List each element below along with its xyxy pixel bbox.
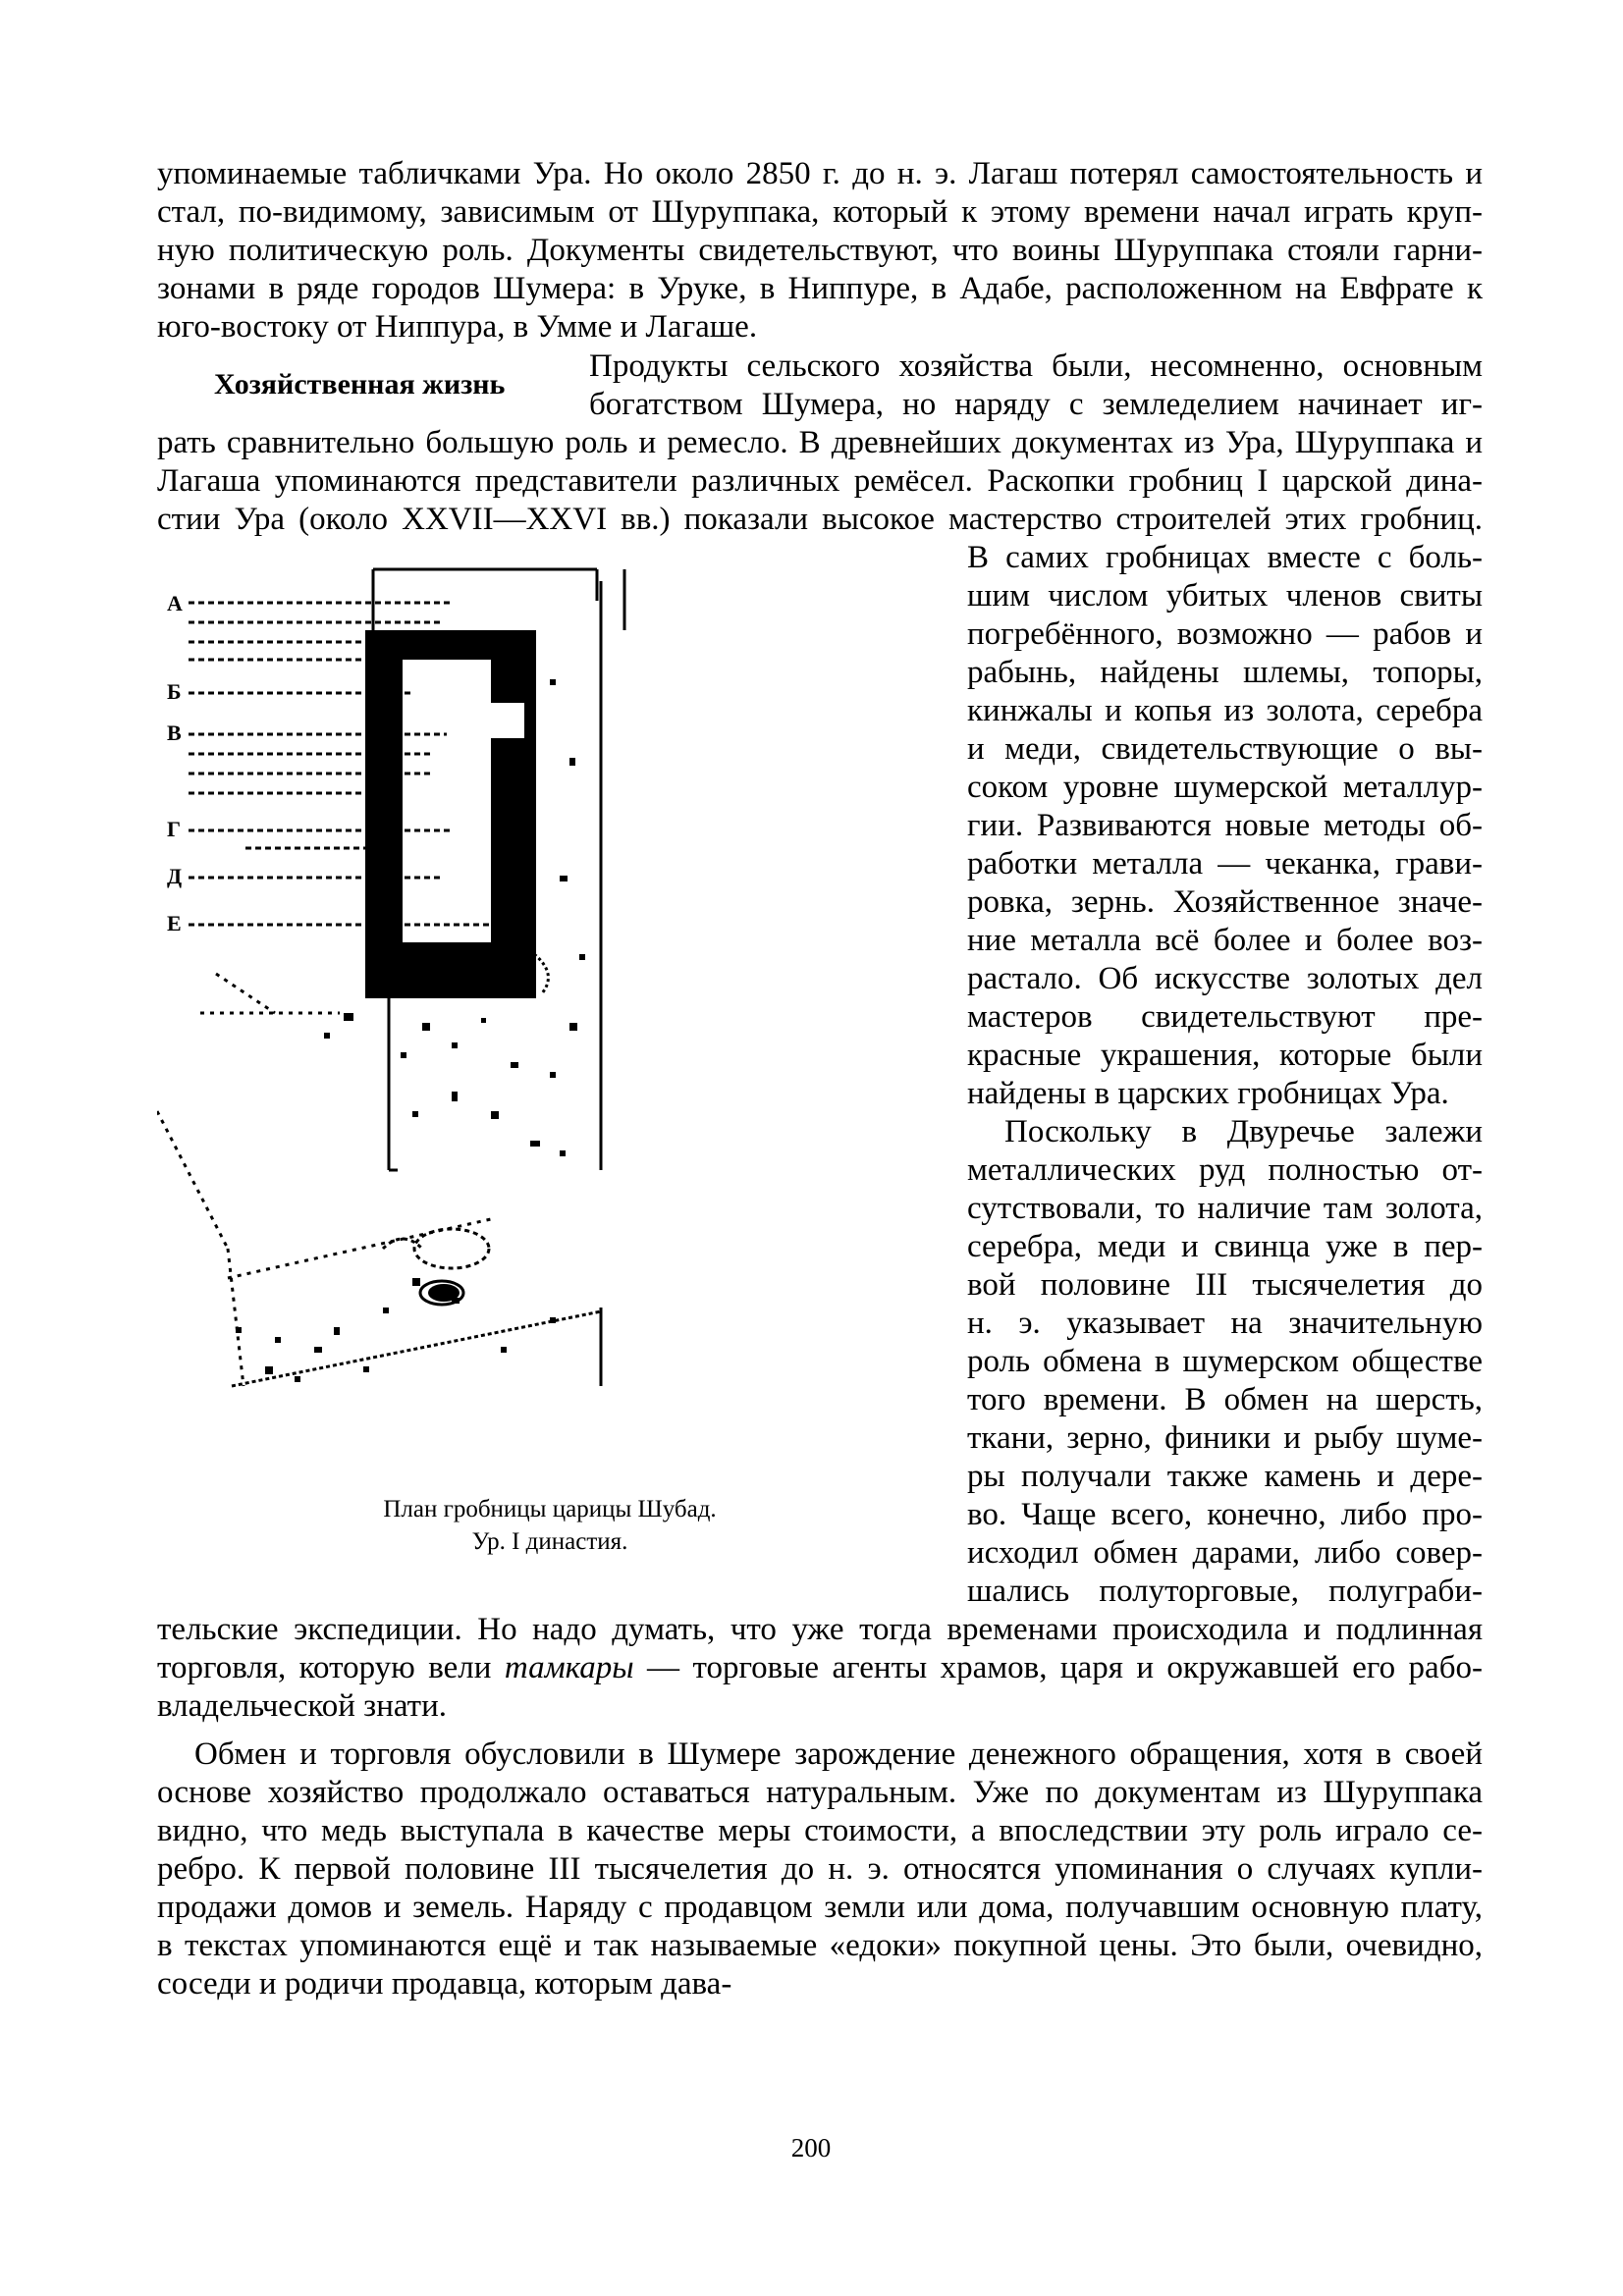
text-line: продажи домов и земель. Наряду с продавцом земли или дома, получавшим основную плату, [157, 1890, 1483, 1925]
text-line: н. э. указывает на значительную [967, 1306, 1483, 1341]
text-line: работки металла — чеканка, грави- [967, 846, 1483, 881]
text-line: стии Ура (около XXVII—XXVI вв.) показали высокое мастерство строителей этих гробниц. [157, 502, 1483, 537]
legend-letter: В [167, 721, 182, 745]
legend-letter: А [167, 591, 183, 615]
text-line: рабынь, найдены шлемы, топоры, [967, 655, 1483, 690]
text-line: ную политическую роль. Документы свидетельствуют, что воины Шуруппака стояли гарни- [157, 233, 1483, 268]
text-line: соком уровне шумерской металлур- [967, 770, 1483, 805]
tomb-plan-figure [157, 561, 923, 1476]
text-line: юго-востоку от Ниппура, в Умме и Лагаше. [157, 309, 758, 345]
object-dark [428, 1284, 460, 1302]
text-line: рать сравнительно большую роль и ремесло. В древнейших документах из Ура, Шуруппака и [157, 425, 1483, 460]
legend-letter: Г [167, 817, 181, 841]
text-line: Поскольку в Двуречье залежи [1004, 1114, 1483, 1149]
section-heading: Хозяйственная жизнь [214, 368, 506, 400]
text-line [157, 1649, 1483, 1686]
text-line: роль обмена в шумерском обществе [967, 1344, 1483, 1379]
text-line: соседи и родичи продавца, которым дава- [157, 1966, 732, 2002]
page-number: 200 [790, 2133, 832, 2163]
legend-letter: Б [167, 679, 182, 704]
text-line: красные украшения, которые были [967, 1038, 1483, 1073]
text-line: владельческой знати. [157, 1688, 448, 1724]
figure-caption-line2: Ур. I династия. [471, 1528, 628, 1555]
text-line: стал, по-видимому, зависимым от Шуруппака, который к этому времени начал играть круп- [157, 194, 1483, 230]
text-line: В самих гробницах вместе с боль- [967, 540, 1483, 575]
text-line: растало. Об искусстве золотых дел [967, 961, 1483, 996]
text-line: богатством Шумера, но наряду с земледелием начинает иг- [589, 387, 1483, 422]
tomb-chamber [365, 630, 536, 998]
text-line: и меди, свидетельствующие о вы- [967, 731, 1483, 767]
text-line: ровка, зернь. Хозяйственное значе- [967, 884, 1483, 920]
legend-letter: Е [167, 911, 182, 935]
text-line: сутствовали, то наличие там золота, [967, 1191, 1483, 1226]
text-line: мастеров свидетельствуют пре- [967, 999, 1483, 1035]
text-line: ткани, зерно, финики и рыбу шуме- [967, 1420, 1483, 1456]
object-cluster [383, 954, 548, 1305]
text-span: торговля, которую вели [157, 1650, 505, 1685]
text-line: шались полуторговые, полуграби- [967, 1574, 1483, 1609]
text-line: найдены в царских гробницах Ура. [967, 1076, 1449, 1111]
text-line: того времени. В обмен на шерсть, [967, 1382, 1483, 1417]
text-line: Обмен и торговля обусловили в Шумере зарождение денежного обращения, хотя в своей [194, 1736, 1483, 1772]
text-line: основе хозяйство продолжало оставаться натуральным. Уже по документам из Шуруппака [157, 1775, 1483, 1810]
text-line: упоминаемые табличками Ура. Но около 2850 г. до н. э. Лагаш потерял самостоятельность и [157, 156, 1483, 191]
text-line: в текстах упоминаются ещё и так называемые «едоки» покупной цены. Это были, очевидно, [157, 1928, 1483, 1963]
legend-letter: Д [167, 864, 183, 888]
text-span: — торговые агенты храмов, царя и окружавшей его рабо- [633, 1650, 1483, 1685]
figure-legend [167, 591, 183, 935]
text-line: исходил обмен дарами, либо совер- [967, 1535, 1483, 1571]
text-line: погребённого, возможно — рабов и [967, 616, 1483, 652]
text-line: кинжалы и копья из золота, серебра [967, 693, 1483, 728]
text-line: гии. Развиваются новые методы об- [967, 808, 1483, 843]
italic-term: тамкары [504, 1650, 634, 1685]
text-line: ние металла всё более и более воз- [967, 923, 1483, 958]
figure-caption-line1: План гробницы царицы Шубад. [383, 1496, 717, 1522]
text-line: Лагаша упоминаются представители различных ремёсел. Раскопки гробниц I царской дина- [157, 463, 1483, 499]
text-line: серебра, меди и свинца уже в пер- [967, 1229, 1483, 1264]
text-line: ребро. К первой половине III тысячелетия до н. э. относятся упоминания о случаях купли- [157, 1851, 1483, 1887]
text-line: тельские экспедиции. Но надо думать, что уже тогда временами происходила и подлинная [157, 1612, 1483, 1647]
text-line: во. Чаще всего, конечно, либо про- [967, 1497, 1483, 1532]
text-line: Продукты сельского хозяйства были, несомненно, основным [589, 348, 1483, 384]
text-line: вой половине III тысячелетия до [967, 1267, 1483, 1303]
text-line: металлических руд полностью от- [967, 1152, 1483, 1188]
text-line: зонами в ряде городов Шумера: в Уруке, в Ниппуре, в Адабе, расположенном на Евфрате к [157, 271, 1483, 306]
text-line: шим числом убитых членов свиты [967, 578, 1483, 614]
text-line: видно, что медь выступала в качестве меры стоимости, а впоследствии эту роль играло се- [157, 1813, 1483, 1848]
text-line: ры получали также камень и дере- [967, 1459, 1483, 1494]
